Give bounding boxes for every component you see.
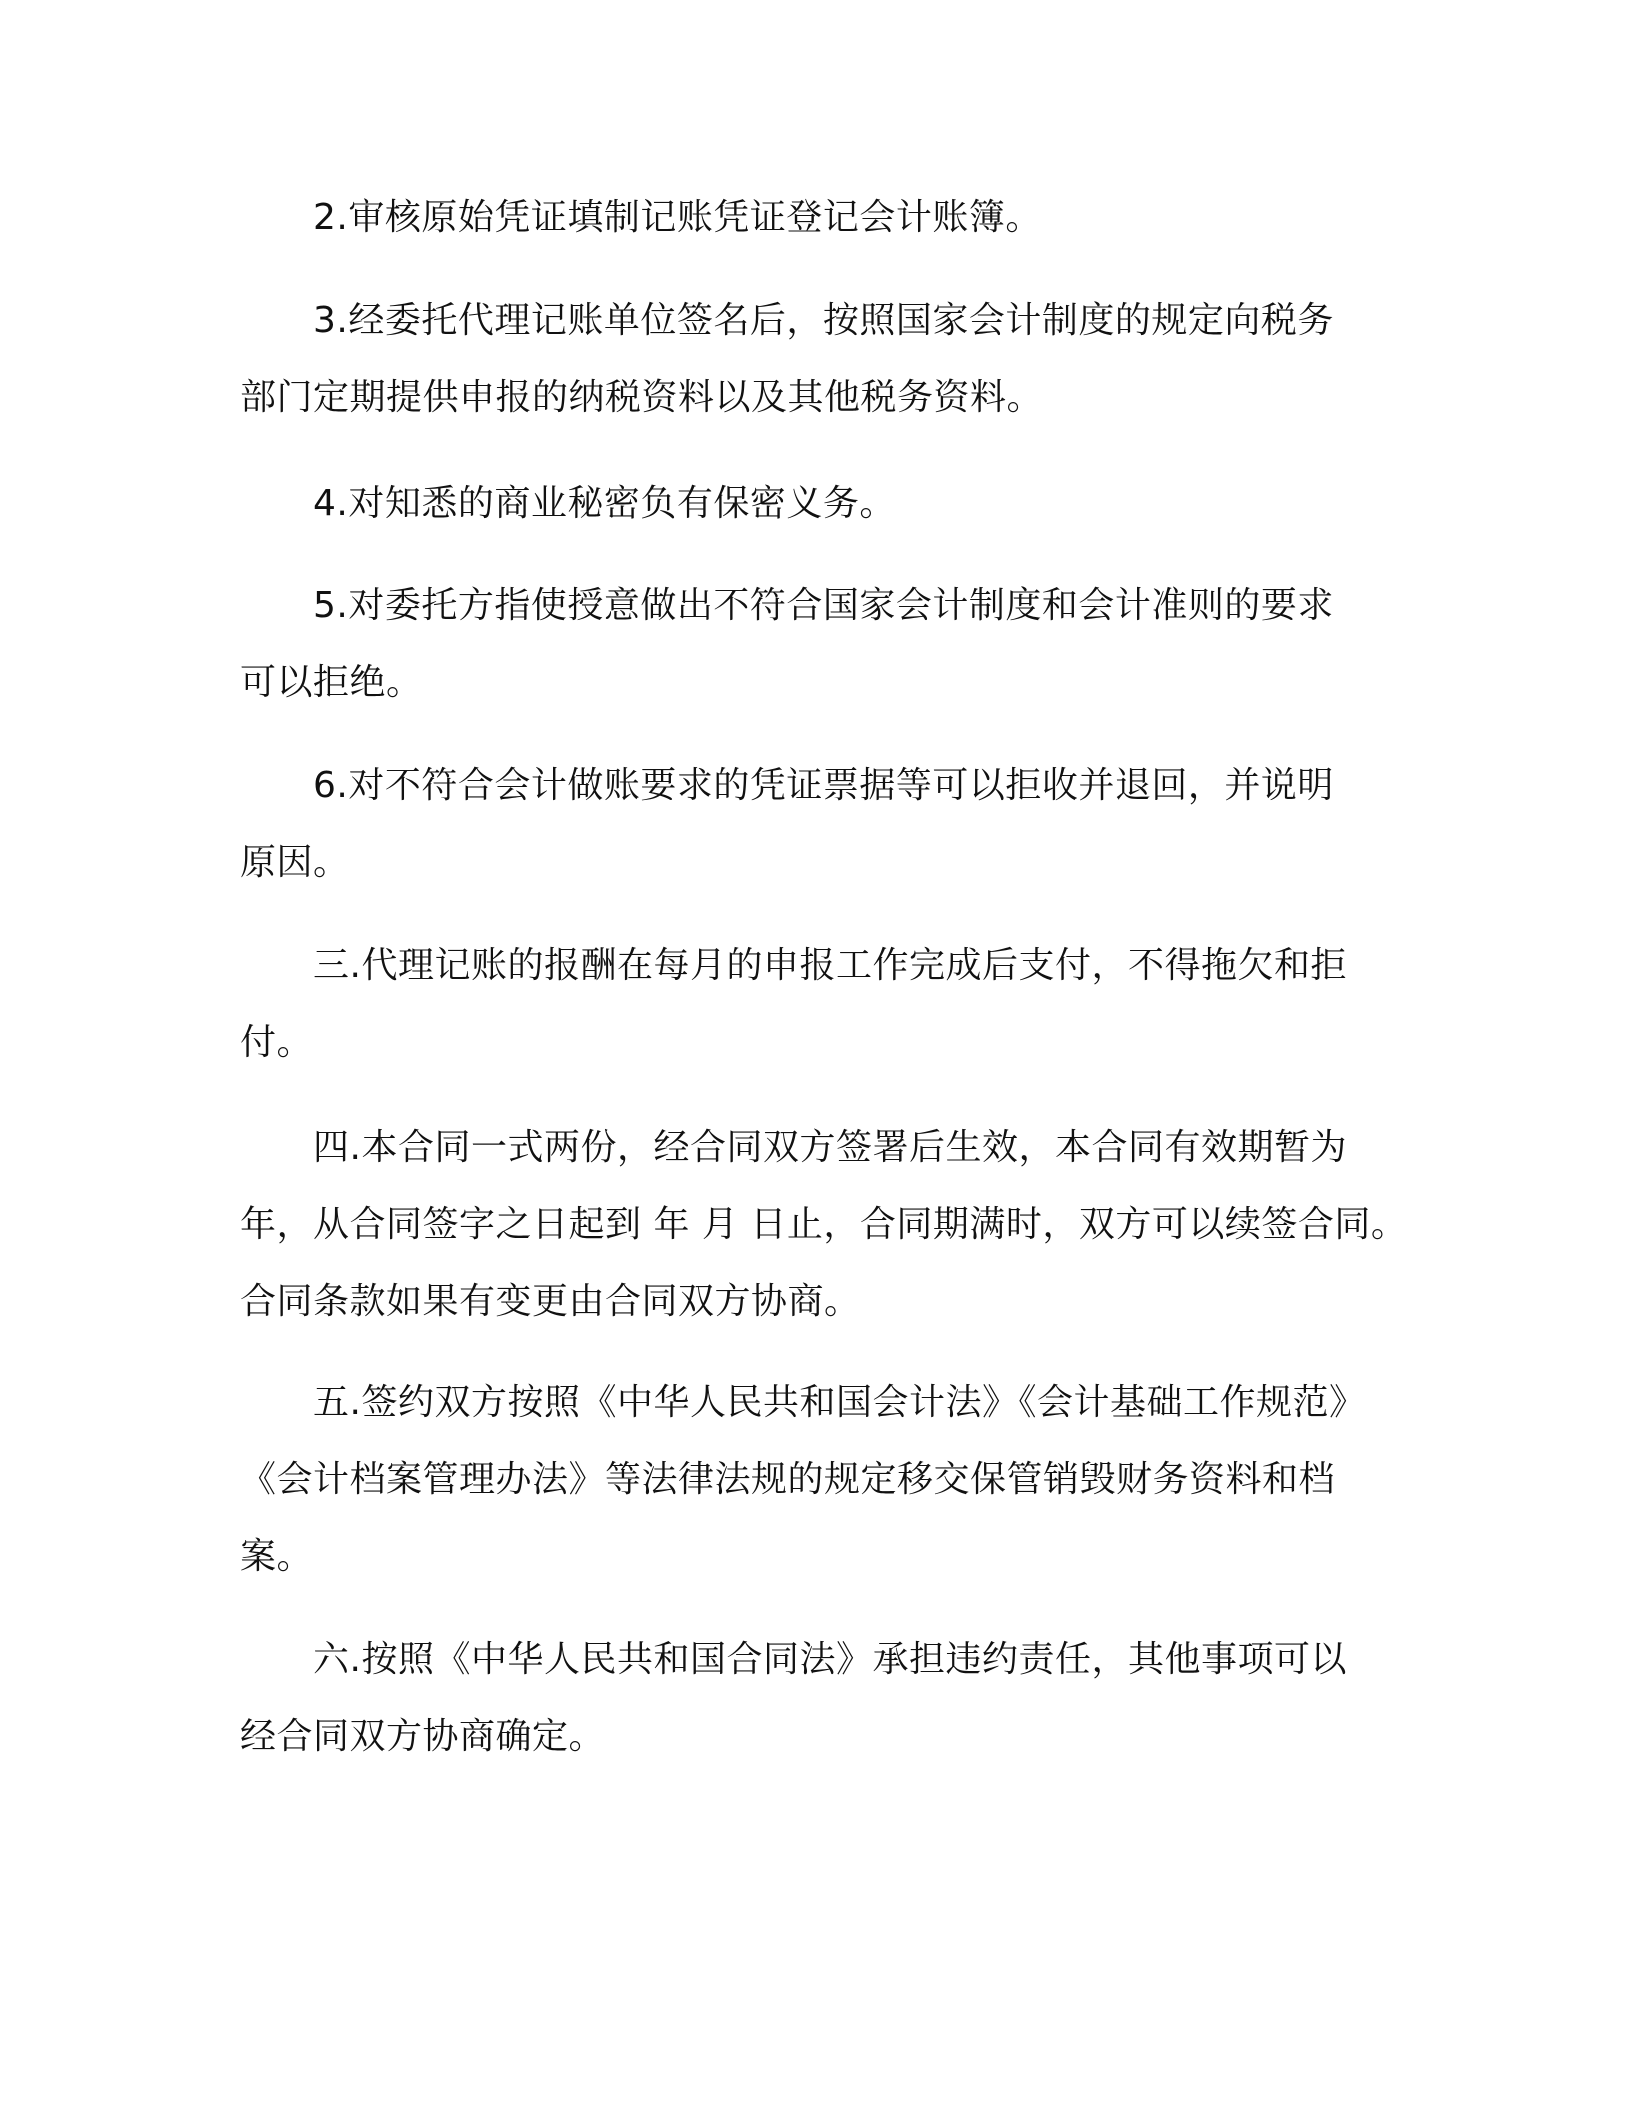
paragraph-line: 可以拒绝。 bbox=[240, 662, 423, 703]
paragraph-line: 年，从合同签字之日起到 年 月 日止，合同期满时，双方可以续签合同。 bbox=[240, 1204, 1408, 1245]
paragraph-line: 原因。 bbox=[240, 842, 350, 883]
paragraph-line: 案。 bbox=[240, 1536, 314, 1577]
paragraph-line: 六.按照《中华人民共和国合同法》承担违约责任，其他事项可以 bbox=[313, 1639, 1347, 1680]
paragraph-line: 2.审核原始凭证填制记账凭证登记会计账簿。 bbox=[313, 197, 1042, 238]
paragraph-line: 四.本合同一式两份，经合同双方签署后生效，本合同有效期暂为 bbox=[313, 1127, 1347, 1168]
paragraph-line: 5.对委托方指使授意做出不符合国家会计制度和会计准则的要求 bbox=[313, 585, 1334, 626]
paragraph-line: 五.签约双方按照《中华人民共和国会计法》《会计基础工作规范》 bbox=[313, 1382, 1366, 1423]
paragraph-line: 经合同双方协商确定。 bbox=[240, 1716, 606, 1757]
paragraph-line: 6.对不符合会计做账要求的凭证票据等可以拒收并退回，并说明 bbox=[313, 765, 1334, 806]
paragraph-line: 付。 bbox=[240, 1022, 314, 1063]
paragraph-line: 三.代理记账的报酬在每月的申报工作完成后支付，不得拖欠和拒 bbox=[313, 945, 1347, 986]
paragraph-line: 4.对知悉的商业秘密负有保密义务。 bbox=[313, 483, 896, 524]
paragraph-line: 3.经委托代理记账单位签名后，按照国家会计制度的规定向税务 bbox=[313, 300, 1334, 341]
paragraph-line: 《会计档案管理办法》等法律法规的规定移交保管销毁财务资料和档 bbox=[240, 1459, 1336, 1500]
paragraph-line: 合同条款如果有变更由合同双方协商。 bbox=[240, 1281, 861, 1322]
paragraph-line: 部门定期提供申报的纳税资料以及其他税务资料。 bbox=[240, 377, 1044, 418]
